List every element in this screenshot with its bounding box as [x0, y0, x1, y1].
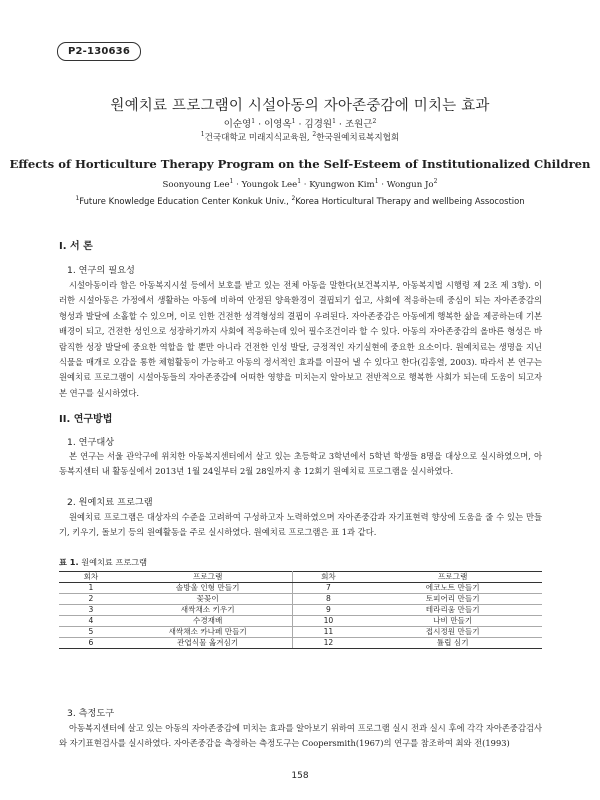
table-caption-text: 원예치료 프로그램 — [81, 557, 148, 567]
table-header-cell: 프로그램 — [363, 572, 542, 583]
affil-sup: 2 — [312, 131, 317, 139]
author-sup: 2 — [372, 117, 377, 125]
authors-english: Soonyoung Lee$^1$ · Youngok Lee$^1$ · Kyungwon Kim$^1$ · Wongun Jo$^2$ — [162, 178, 438, 190]
table-cell: 10 — [293, 616, 363, 627]
paper-id-badge: P2-130636 — [57, 42, 141, 61]
author-name: 이순영 — [223, 119, 252, 130]
table-header-row — [59, 572, 542, 583]
author-name: 김경원 — [304, 119, 333, 130]
table-cell: 관엽식물 옮겨심기 — [123, 638, 293, 649]
table-caption-label: 표 1. — [59, 557, 79, 567]
table-cell: 4 — [59, 616, 123, 627]
author-sup: 1 — [291, 117, 296, 125]
author-name: Kyungwon Kim — [309, 180, 375, 190]
table-cell: 접시정원 만들기 — [363, 627, 542, 638]
table-cell: 튤립 심기 — [363, 638, 542, 649]
table-cell: 에코노트 만들기 — [363, 583, 542, 594]
section-heading-introduction: I. 서 론 — [59, 241, 93, 252]
affil-sup: 2 — [291, 195, 296, 203]
subsection-heading-instruments: 3. 측정도구 — [67, 708, 115, 719]
table-row — [59, 638, 542, 649]
table-cell: 12 — [293, 638, 363, 649]
table-cell: 6 — [59, 638, 123, 649]
table-row — [59, 583, 542, 594]
table-cell: 꽃꽂이 — [123, 594, 293, 605]
table-header-cell: 회차 — [59, 572, 123, 583]
affil-text: Korea Horticultural Therapy and wellbeing Assocostion — [295, 196, 525, 206]
author-sup: 1 — [229, 178, 234, 186]
author-sup: 1 — [251, 117, 256, 125]
program-table — [59, 571, 542, 649]
section-heading-method: II. 연구방법 — [59, 414, 113, 425]
paragraph-necessity: 시설아동이라 함은 아동복지시설 등에서 보호를 받고 있는 전체 아동을 말한다(보건복지부, 아동복지법 시행령 제 2조 제 3항). 이러한 시설아동은 가정에서 생활하는 아동에 비하여 안정된 양육환경이 결핍되기 쉽고, 사회에 적응하는데 중심이 되는 자아존중감의 형성과 발달에 소홀할 수 있으며, 이로 인한 건전한 성격형성의 결핍이 우려된다. 자아존중감은 아동에게 행복한 삶을 제공하는데 기본 배경이 되고, 건전한 성인으로 성장하기까지 사회에 적응하는데 있어 필수조건이라 할 수 있다. 아동의 자아존중감의 올바른 형성은 바람직한 성장 발달에 중요한 역할을 할 뿐만 아니라 건전한 인성 발달, 긍정적인 자기실현에 중요한 요소이다. 원예치료는 생명을 지닌 식물을 매개로 오감을 통한 체험활동이 가능하고 아동의 정서적인 효과를 이끌어 낼 수 있다고 한다(김홍열, 2003). 따라서 본 연구는 원예치료 프로그램이 시설아동들의 자아존중감에 어떠한 영향을 미치는지 알아보고 전반적으로 행복한 사회가 되는데 도움이 되고자 본 연구를 실시하였다. — [59, 280, 542, 398]
subsection-heading-subjects: 1. 연구대상 — [67, 437, 115, 448]
page-number: 158 — [291, 771, 309, 781]
affil-text: 한국원예치료복지협회 — [316, 133, 400, 143]
table-cell: 솔방울 인형 만들기 — [123, 583, 293, 594]
table-cell: 9 — [293, 605, 363, 616]
table-row — [59, 605, 542, 616]
subsection-heading-program: 2. 원예치료 프로그램 — [67, 497, 153, 508]
subsection-heading-necessity: 1. 연구의 필요성 — [67, 265, 135, 276]
table-cell: 나비 만들기 — [363, 616, 542, 627]
table-caption — [59, 557, 147, 568]
table-row — [59, 616, 542, 627]
table-cell: 수경재배 — [123, 616, 293, 627]
table-cell: 7 — [293, 583, 363, 594]
paragraph-instruments: 아동복지센터에 살고 있는 아동의 자아존중감에 미치는 효과를 알아보기 위하여 프로그램 실시 전과 실시 후에 각각 자아존중감검사와 자기표현검사를 실시하였다. 자아존중감을 측정하는 측정도구는 Coopersmith(1967)의 연구를 참조하여 최와 전(1993) — [59, 723, 542, 749]
affil-sup: 1 — [200, 131, 205, 139]
table-header-cell: 회차 — [293, 572, 363, 583]
table-cell: 5 — [59, 627, 123, 638]
table-cell: 테라리움 만들기 — [363, 605, 542, 616]
author-name: Soonyoung Lee — [162, 180, 230, 190]
table-cell: 새싹채소 키우기 — [123, 605, 293, 616]
author-name: Youngok Lee — [241, 180, 298, 190]
table-cell: 3 — [59, 605, 123, 616]
author-sup: 1 — [374, 178, 379, 186]
table-cell: 1 — [59, 583, 123, 594]
affil-text: Future Knowledge Education Center Konkuk Univ., — [79, 196, 292, 206]
affiliations-korean — [0, 131, 600, 143]
author-name: Wongun Jo — [386, 180, 434, 190]
paragraph-subjects: 본 연구는 서울 관악구에 위치한 아동복지센터에서 살고 있는 초등학교 3학년에서 5학년 학생들 8명을 대상으로 실시하였으며, 아동복지센터 내 활동실에서 2013년 1월 24일부터 2월 28일까지 총 12회기 원예치료 프로그램을 실시하였다. — [59, 451, 542, 477]
table-cell: 11 — [293, 627, 363, 638]
author-sup: 2 — [433, 178, 438, 186]
author-sup: 1 — [332, 117, 336, 125]
paragraph-program: 원예치료 프로그램은 대상자의 수준을 고려하여 구성하고자 노력하였으며 자아존중감과 자기표현력 향상에 도움을 줄 수 있는 만들기, 키우기, 돌보기 등의 원예활동을 주로 실시하였다. 원예치료 프로그램은 표 1과 같다. — [59, 512, 542, 538]
title-english: Effects of Horticulture Therapy Program on the Self-Esteem of Institutionalized Children — [9, 157, 591, 171]
table-cell: 2 — [59, 594, 123, 605]
table-cell: 8 — [293, 594, 363, 605]
table-cell: 새싹채소 카나페 만들기 — [123, 627, 293, 638]
author-name: 조원근 — [344, 119, 373, 130]
authors-korean: 이순영$^1$ · 이영옥$^1$ · 김경원$^1$ · 조원근$^2$ — [223, 117, 377, 130]
author-name: 이영옥 — [264, 119, 292, 130]
table-row — [59, 594, 542, 605]
table-row — [59, 627, 542, 638]
title-korean: 원예치료 프로그램이 시설아동의 자아존중감에 미치는 효과 — [110, 98, 490, 114]
table-cell: 토피어리 만들기 — [363, 594, 542, 605]
table-header-cell: 프로그램 — [123, 572, 293, 583]
author-sup: 1 — [297, 178, 302, 186]
affiliations-english — [0, 196, 600, 206]
affil-text: 건국대학교 미래지식교육원, — [204, 133, 313, 143]
affil-sup: 1 — [75, 195, 80, 203]
